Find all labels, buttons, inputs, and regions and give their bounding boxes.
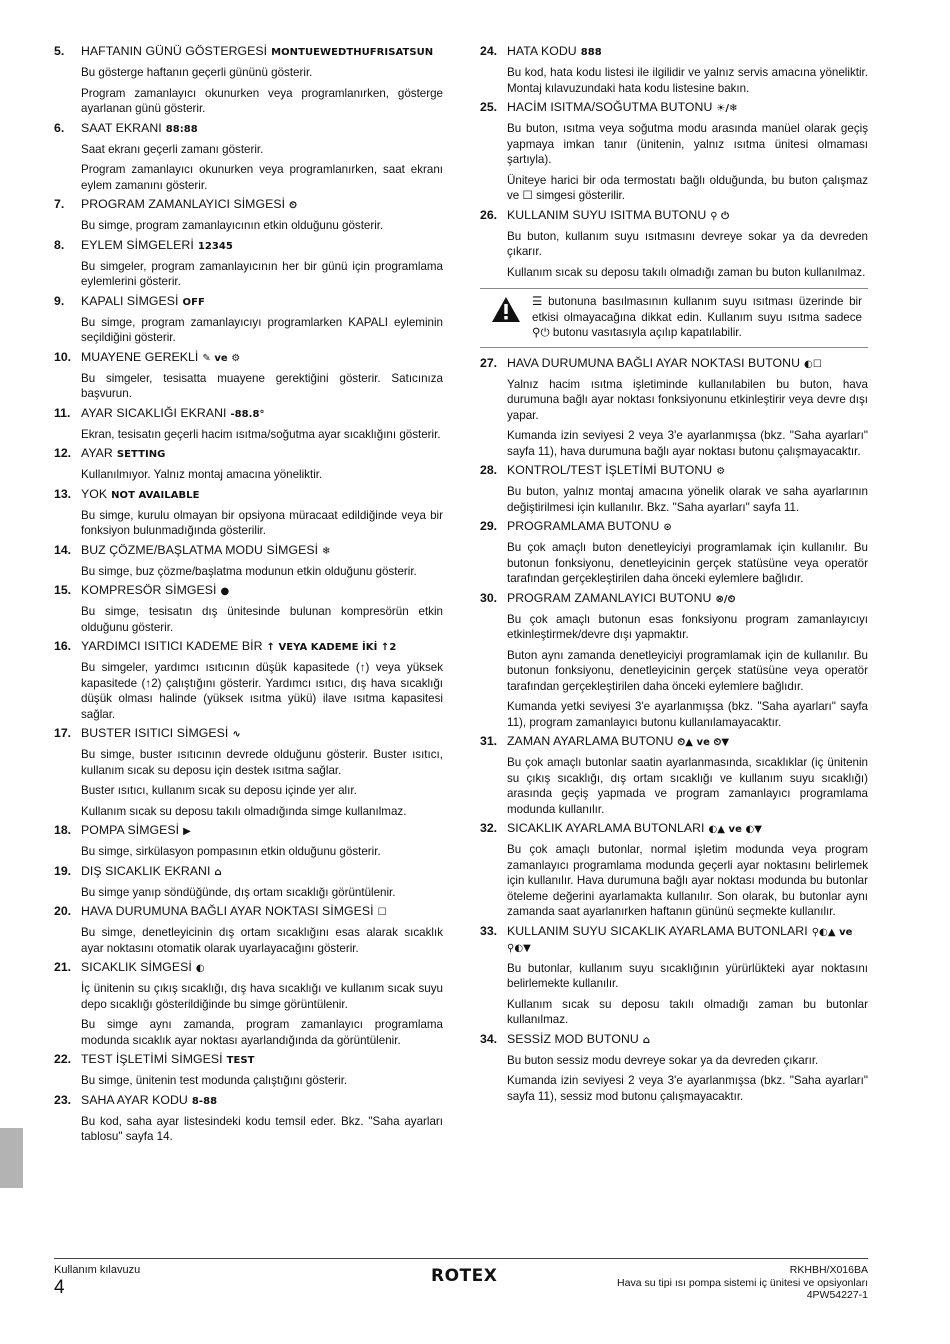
list-item: [54, 543, 443, 580]
item-symbol: TEST: [226, 1055, 255, 1066]
item-title: [507, 821, 868, 837]
item-symbol: ⌂: [642, 1034, 651, 1046]
item-paragraph: Bu simge, tesisatın dış ünitesinde bulunan kompresörün etkin olduğunu gösterir.: [81, 605, 443, 634]
item-heading: [54, 197, 443, 213]
item-title: [81, 1093, 443, 1109]
footer-doc-info: [617, 1264, 868, 1302]
right-items-top: [480, 44, 868, 280]
page-number: 4: [54, 1277, 65, 1298]
item-heading: [480, 924, 868, 956]
list-item: [54, 238, 443, 290]
item-number: 12.: [54, 446, 72, 460]
item-number: 24.: [480, 44, 498, 58]
item-number: 33.: [480, 923, 498, 938]
list-item: [54, 904, 443, 956]
item-title-text: BUSTER ISITICI SİMGESİ: [81, 726, 229, 740]
item-symbol: SETTING: [116, 449, 166, 460]
item-symbol: 12345: [197, 240, 233, 252]
item-symbol: ⊙: [663, 522, 672, 533]
item-paragraph: Bu çok amaçlı butonlar, normal işletim modunda veya program zamanlayıcı programlama modunda geçerli ayar noktasını belirlemek için kullanılır. Hava durumuna bağlı ayar noktası modunda bu butonlar öteleme değerini ayarlamakta kullanılır. Son olarak, bu butonlar aynı zamanda saat ayarlanırken haftanın gününü seçmekte kullanılır.: [507, 843, 868, 918]
item-symbol: ⚙: [716, 466, 726, 477]
doc-number: 4PW54227-1: [806, 1289, 868, 1301]
item-paragraph: Buton aynı zamanda denetleyiciyi programlamak için de kullanılır. Bu butonun fonksiyonu, denetleyicinin gerçek statüsüne veya operatör tarafından gerçekleştirilen daha önceki eylemlere bağlıdır.: [507, 648, 868, 693]
item-paragraph: Kullanılmıyor. Yalnız montaj amacına yöneliktir.: [81, 468, 323, 481]
list-item: [480, 734, 868, 817]
item-paragraph: Bu simgeler, tesisatta muayene gerektiğini gösterir. Satıcınıza başvurun.: [81, 371, 443, 400]
item-paragraph: Program zamanlayıcı okunurken veya programlanırken, saat ekranı eylem zamanını gösterir.: [81, 163, 443, 192]
item-title: [81, 1052, 443, 1068]
item-paragraph: Bu simge aynı zamanda, program zamanlayıcı programlama modunda sıcaklık ayar noktası ayarlandığında da görüntülenir.: [81, 1018, 443, 1047]
item-heading: [480, 463, 868, 479]
item-paragraph: Bu butonlar, kullanım suyu sıcaklığının yürürlükteki ayar noktasını belirlemekte kullanılır.: [507, 961, 868, 990]
item-heading: [54, 406, 443, 422]
item-title: [81, 487, 443, 503]
item-number: 17.: [54, 726, 72, 740]
doc-code: RKHBH/X016BA: [789, 1264, 868, 1276]
item-title: [507, 463, 868, 479]
right-column: [480, 40, 868, 1107]
item-heading: [54, 350, 443, 366]
item-paragraph: Bu kod, saha ayar listesindeki kodu temsil eder. Bkz. "Saha ayarları tablosu" sayfa 14.: [81, 1114, 443, 1143]
item-title: [507, 100, 868, 116]
item-number: 16.: [54, 639, 72, 653]
list-item: [480, 208, 868, 281]
item-paragraph: Bu simgeler, yardımcı ısıtıcının düşük kapasitede (↑) veya yüksek kapasitede (↑2) çalıştığını gösterir. Yardımcı ısıtıcı, dış hava sıcaklığı düşük olması halinde (yüksek ısıtma yükü) ilave ısıtma kapasitesi sağlar.: [81, 661, 443, 721]
item-title: [507, 1032, 868, 1048]
item-heading: [54, 294, 443, 310]
item-title: [507, 924, 868, 956]
list-item: [54, 446, 443, 483]
item-symbol: OFF: [182, 296, 205, 308]
item-title: [507, 519, 868, 535]
item-paragraph: Bu gösterge haftanın geçerli gününü gösterir.: [81, 66, 313, 79]
item-title-text: AYAR: [81, 446, 113, 460]
item-heading: [54, 1052, 443, 1068]
item-paragraph: Kullanım sıcak su deposu takılı olmadığı zaman bu butonlar kullanılmaz.: [507, 997, 868, 1026]
item-title: [81, 294, 443, 310]
doc-title: Hava su tipi ısı pompa sistemi iç ünitesi ve opsiyonları: [617, 1276, 868, 1289]
item-title: [81, 639, 443, 655]
item-number: 8.: [54, 237, 65, 252]
left-column: [54, 40, 443, 1148]
item-title: [81, 726, 443, 742]
item-paragraph: Ekran, tesisatın geçerli hacim ısıtma/soğutma ayar sıcaklığını gösterir.: [81, 427, 441, 441]
item-heading: [480, 591, 868, 607]
item-number: 9.: [54, 293, 65, 308]
list-item: [54, 44, 443, 117]
item-title: [81, 121, 443, 137]
item-paragraph: Bu simge, program zamanlayıcının etkin olduğunu gösterir.: [81, 219, 384, 232]
item-title: [81, 960, 443, 976]
item-heading: [54, 639, 443, 655]
item-paragraph: Bu simgeler, program zamanlayıcının her bir günü için programlama eylemlerini gösterir.: [81, 259, 443, 288]
item-heading: [54, 121, 443, 137]
item-symbol: -88.8°: [230, 408, 265, 420]
item-title-text: SAAT EKRANI: [81, 120, 162, 135]
item-paragraph: Kumanda yetki seviyesi 3'e ayarlanmışsa (bkz. "Saha ayarları" sayfa 11), program zamanlayıcı butonu kullanılamayacaktır.: [507, 700, 868, 729]
list-item: [54, 350, 443, 402]
item-number: 15.: [54, 583, 72, 597]
item-heading: [480, 734, 868, 750]
item-number: 30.: [480, 590, 498, 605]
item-paragraph: Saat ekranı geçerli zamanı gösterir.: [81, 142, 264, 156]
item-paragraph: Bu simge, buz çözme/başlatma modunun etkin olduğunu gösterir.: [81, 564, 417, 578]
item-paragraph: Kullanım sıcak su deposu takılı olmadığı zaman bu buton kullanılmaz.: [507, 265, 866, 279]
item-number: 31.: [480, 734, 498, 748]
brand-logo: ROTEX: [431, 1266, 498, 1286]
item-title-text: POMPA SİMGESİ: [81, 823, 180, 837]
item-symbol: ∿: [232, 729, 241, 740]
item-title-text: HAVA DURUMUNA BAĞLI AYAR NOKTASI BUTONU: [507, 355, 801, 370]
item-number: 27.: [480, 355, 498, 370]
item-symbol: ◐☐: [804, 358, 822, 370]
item-heading: [54, 823, 443, 839]
list-item: [480, 519, 868, 587]
list-item: [480, 100, 868, 204]
item-paragraph: Bu çok amaçlı butonlar saatin ayarlanmasında, sıcaklıklar (iç ünitenin su çıkış sıcaklığı, dış ortam sıcaklığı ve kullanım suyu sıcaklığı) arasında geçiş yapmada ve program zamanlayıcı programlama modunda kullanılır.: [507, 756, 868, 816]
item-title-text: DIŞ SICAKLIK EKRANI: [81, 863, 211, 878]
item-title-text: HAVA DURUMUNA BAĞLI AYAR NOKTASI SİMGESİ: [81, 904, 374, 918]
item-paragraph: Bu kod, hata kodu listesi ile ilgilidir ve yalnız servis amacına yöneliktir. Montaj kılavuzundaki hata kodu listesine bakın.: [507, 66, 868, 95]
list-item: [54, 197, 443, 234]
item-symbol: ⌂: [214, 866, 222, 878]
item-symbol: ⊗/⏲: [715, 593, 736, 605]
list-item: [54, 864, 443, 901]
list-item: [480, 1032, 868, 1105]
item-number: 6.: [54, 120, 65, 135]
item-heading: [54, 487, 443, 503]
item-title-text: KONTROL/TEST İŞLETİMİ BUTONU: [507, 463, 713, 477]
item-number: 25.: [480, 100, 498, 114]
item-heading: [480, 44, 868, 60]
item-paragraph: Program zamanlayıcı okunurken veya programlanırken, gösterge ayarlanan günü gösterir.: [81, 86, 443, 115]
item-number: 23.: [54, 1092, 72, 1107]
item-number: 5.: [54, 44, 65, 58]
item-symbol: ▶: [183, 826, 191, 837]
list-item: [480, 44, 868, 96]
item-title-text: SAHA AYAR KODU: [81, 1092, 188, 1107]
item-symbol: ✎ ve ⚙: [202, 352, 241, 364]
list-item: [54, 1093, 443, 1145]
item-heading: [54, 864, 443, 880]
footer-manual-label: Kullanım kılavuzu: [54, 1264, 141, 1276]
item-title-text: YARDIMCI ISITICI KADEME BİR: [81, 639, 263, 653]
item-title-text: AYAR SICAKLIĞI EKRANI: [81, 405, 227, 420]
item-title-text: KAPALI SİMGESİ: [81, 293, 179, 308]
item-title: [507, 208, 868, 224]
list-item: [54, 294, 443, 346]
item-title-text: SESSİZ MOD BUTONU: [507, 1031, 639, 1046]
item-heading: [480, 356, 868, 372]
item-heading: [54, 44, 443, 60]
item-symbol: 88:88: [165, 123, 198, 135]
item-paragraph: Bu çok amaçlı buton denetleyiciyi programlamak için kullanılır. Bu butonun fonksiyonu, denetleyicinin gerçek statüsüne veya operatör tarafından gerçekleştirilen daha önceki eylemlere bağlıdır.: [507, 541, 868, 585]
item-title-text: KULLANIM SUYU SICAKLIK AYARLAMA BUTONLARI: [507, 923, 808, 938]
item-title-text: SICAKLIK AYARLAMA BUTONLARI: [507, 821, 705, 835]
item-paragraph: Bu simge, ünitenin test modunda çalıştığını gösterir.: [81, 1074, 348, 1087]
item-number: 34.: [480, 1031, 498, 1046]
item-symbol: ☐: [377, 907, 387, 918]
item-symbol: ❄: [322, 545, 331, 557]
item-heading: [54, 1093, 443, 1109]
item-symbol: MONTUEWEDTHUFRISATSUN: [271, 47, 434, 58]
item-number: 32.: [480, 821, 498, 835]
item-symbol: ⏲▲ ve ⏲▼: [677, 737, 730, 748]
item-paragraph: Bu simge, sirkülasyon pompasının etkin olduğunu gösterir.: [81, 845, 381, 858]
list-item: [54, 960, 443, 1048]
list-item: [54, 726, 443, 819]
item-heading: [54, 583, 443, 599]
item-title: [81, 406, 443, 422]
item-symbol: 8-88: [191, 1095, 218, 1107]
item-symbol: ◐▲ ve ◐▼: [708, 824, 762, 835]
item-heading: [480, 821, 868, 837]
item-title-text: MUAYENE GEREKLİ: [81, 349, 199, 364]
warning-box: [480, 288, 868, 348]
item-number: 13.: [54, 486, 72, 501]
item-heading: [54, 904, 443, 920]
item-title: [81, 583, 443, 599]
item-title: [81, 197, 443, 213]
item-title: [507, 44, 868, 60]
item-title: [507, 591, 868, 607]
item-paragraph: Buster ısıtıcı, kullanım sıcak su deposu içinde yer alır.: [81, 784, 357, 797]
item-heading: [480, 100, 868, 116]
item-number: 20.: [54, 904, 72, 918]
item-title-text: EYLEM SİMGELERİ: [81, 237, 194, 252]
list-item: [480, 591, 868, 731]
item-title-text: SICAKLIK SİMGESİ: [81, 960, 192, 974]
item-number: 26.: [480, 207, 498, 222]
item-paragraph: Bu buton, yalnız montaj amacına yönelik olarak ve saha ayarlarının değiştirilmesi için kullanılır. Bkz. "Saha ayarları" sayfa 11.: [507, 485, 868, 514]
item-number: 18.: [54, 823, 72, 837]
list-item: [54, 121, 443, 194]
item-title: [81, 350, 443, 366]
item-paragraph: Bu çok amaçlı butonun esas fonksiyonu program zamanlayıcıyı etkinleştirmek/devre dışı yapmaktır.: [507, 612, 868, 641]
item-title: [81, 904, 443, 920]
item-number: 7.: [54, 197, 65, 211]
item-symbol: ⏲: [289, 200, 297, 211]
list-item: [480, 463, 868, 515]
item-paragraph: Kullanım sıcak su deposu takılı olmadığında simge kullanılmaz.: [81, 804, 407, 818]
item-symbol: ↑ VEYA KADEME İKİ ↑2: [266, 642, 397, 653]
item-symbol: ⚲ ⏻: [710, 210, 730, 222]
item-paragraph: Bu buton, ısıtma veya soğutma modu arasında manüel olarak geçiş yapmaya imkan tanır (ünitenin, yalnız ısıtma ünitesi olmaması şartıyla).: [507, 122, 868, 166]
right-items-bottom: [480, 356, 868, 1105]
item-title: [81, 864, 443, 880]
item-heading: [54, 446, 443, 462]
list-item: [54, 1052, 443, 1089]
item-paragraph: Kumanda izin seviyesi 2 veya 3'e ayarlanmışsa (bkz. "Saha ayarları" sayfa 11), sessiz mod butonu çalışmayacaktır.: [507, 1074, 868, 1103]
item-paragraph: Bu buton, kullanım suyu ısıtmasını devreye sokar ya da devreden çıkarır.: [507, 229, 868, 258]
item-title-text: HATA KODU: [507, 44, 577, 58]
list-item: [480, 924, 868, 1028]
list-item: [54, 583, 443, 635]
list-item: [54, 487, 443, 539]
list-item: [54, 639, 443, 722]
item-number: 29.: [480, 519, 498, 533]
list-item: [480, 821, 868, 920]
item-symbol: NOT AVAILABLE: [111, 489, 200, 501]
item-paragraph: Bu simge, buster ısıtıcının devrede olduğunu gösterir. Buster ısıtıcı, kullanım sıcak su deposu için destek ısıtma sağlar.: [81, 748, 443, 777]
item-heading: [54, 726, 443, 742]
item-number: 19.: [54, 863, 72, 878]
item-symbol: 888: [580, 47, 602, 58]
item-heading: [54, 960, 443, 976]
item-heading: [480, 519, 868, 535]
item-paragraph: Bu buton sessiz modu devreye sokar ya da devreden çıkarır.: [507, 1053, 819, 1067]
item-symbol: ⚲◐▲ ve ⚲◐▼: [507, 926, 853, 954]
item-title: [81, 543, 443, 559]
item-title: [507, 734, 868, 750]
item-heading: [480, 1032, 868, 1048]
item-title-text: PROGRAM ZAMANLAYICI BUTONU: [507, 590, 712, 605]
item-paragraph: İç ünitenin su çıkış sıcaklığı, dış hava sıcaklığı ve kullanım sıcak suyu depo sıcaklığı gösterildiğinde bu simge görüntülenir.: [81, 982, 443, 1011]
side-tab: [0, 1128, 23, 1188]
warning-icon: [480, 294, 532, 341]
warning-text: ☰ butonuna basılmasının kullanım suyu ısıtması üzerinde bir etkisi olmayacağına dikkat edin. Kullanım suyu ısıtma sadece ⚲⏻ butonu vasıtasıyla açılıp kapatılabilir.: [532, 295, 862, 339]
item-paragraph: Bu simge yanıp söndüğünde, dış ortam sıcaklığı görüntülenir.: [81, 885, 396, 899]
item-paragraph: Bu simge, denetleyicinin dış ortam sıcaklığını esas alarak sıcaklık ayar noktasını otomatik olarak uyarlayacağını gösterir.: [81, 926, 443, 955]
item-title-text: PROGRAMLAMA BUTONU: [507, 519, 660, 533]
item-paragraph: Bu simge, program zamanlayıcıyı programlarken KAPALI eyleminin seçildiğini gösterir.: [81, 315, 443, 344]
item-number: 11.: [54, 405, 71, 420]
item-title-text: BUZ ÇÖZME/BAŞLATMA MODU SİMGESİ: [81, 542, 319, 557]
item-number: 21.: [54, 960, 72, 974]
item-symbol: ●: [220, 586, 230, 597]
list-item: [54, 406, 443, 443]
list-item: [54, 823, 443, 860]
item-heading: [480, 208, 868, 224]
item-number: 10.: [54, 349, 72, 364]
item-symbol: ◐: [195, 963, 205, 974]
footer-divider: [54, 1258, 868, 1259]
item-paragraph: Üniteye harici bir oda termostatı bağlı olduğunda, bu buton çalışmaz ve ☐ simgesi gösterilir.: [507, 173, 868, 202]
item-title-text: HAFTANIN GÜNÜ GÖSTERGESİ: [81, 44, 268, 58]
item-title-text: HACİM ISITMA/SOĞUTMA BUTONU: [507, 100, 713, 114]
list-item: [480, 356, 868, 460]
item-title-text: KOMPRESÖR SİMGESİ: [81, 583, 217, 597]
item-number: 22.: [54, 1052, 72, 1066]
item-paragraph: Yalnız hacim ısıtma işletiminde kullanılabilen bu buton, hava durumuna bağlı ayar noktası fonksiyonunu etkinleştirir veya devre dışı yapar.: [507, 377, 868, 422]
item-title-text: YOK: [81, 486, 108, 501]
item-number: 14.: [54, 542, 72, 557]
item-title: [81, 823, 443, 839]
item-title: [81, 238, 443, 254]
item-title-text: PROGRAM ZAMANLAYICI SİMGESİ: [81, 197, 286, 211]
item-title: [81, 44, 443, 60]
item-title-text: KULLANIM SUYU ISITMA BUTONU: [507, 207, 707, 222]
item-heading: [54, 238, 443, 254]
item-title: [81, 446, 443, 462]
item-symbol: ☀/❄: [716, 103, 738, 114]
item-title: [507, 356, 868, 372]
item-paragraph: Bu simge, kurulu olmayan bir opsiyona müracaat edildiğinde veya bir fonksiyon bulunmadığında gösterilir.: [81, 508, 443, 537]
item-paragraph: Kumanda izin seviyesi 2 veya 3'e ayarlanmışsa (bkz. "Saha ayarları" sayfa 11), hava durumuna bağlı ayar noktası butonu çalışmayacaktır.: [507, 429, 868, 458]
item-title-text: ZAMAN AYARLAMA BUTONU: [507, 734, 674, 748]
item-number: 28.: [480, 463, 498, 477]
item-title-text: TEST İŞLETİMİ SİMGESİ: [81, 1052, 223, 1066]
item-heading: [54, 543, 443, 559]
